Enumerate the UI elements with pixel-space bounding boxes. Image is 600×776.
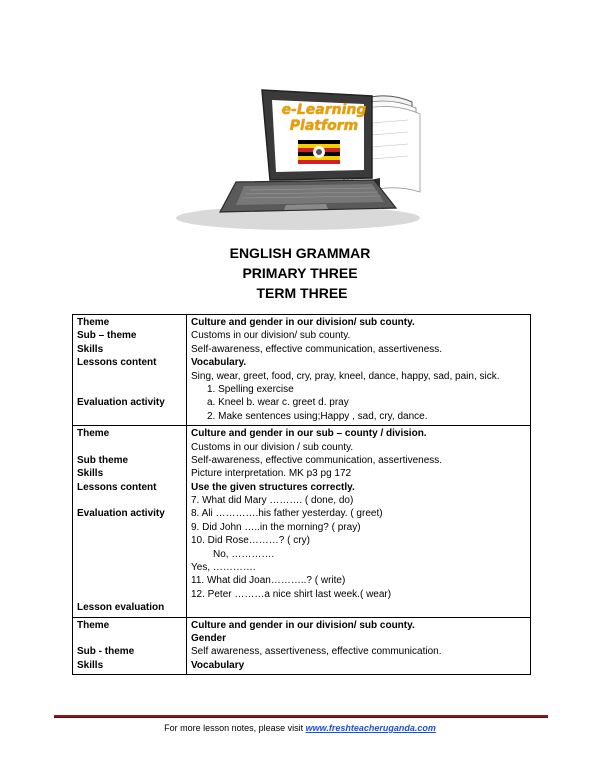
row-label xyxy=(77,441,182,454)
content-line: Gender xyxy=(191,632,227,644)
content-line: Vocabulary xyxy=(191,659,245,671)
content-line: No, …………. xyxy=(213,548,275,560)
lesson-plan-table xyxy=(72,314,531,675)
table-row xyxy=(73,426,531,617)
content-line: Use the given structures correctly. xyxy=(191,481,355,493)
row-label: Evaluation activity xyxy=(77,397,165,409)
content-line: Self-awareness, effective communication, assertiveness. xyxy=(191,454,443,466)
content-line: 7. What did Mary ………. ( done, do) xyxy=(191,495,354,507)
content-line: Culture and gender in our sub – county / division. xyxy=(191,428,427,440)
footer-link[interactable]: www.freshteacheruganda.com xyxy=(305,723,436,733)
content-line: 8. Ali ………….his father yesterday. ( greet) xyxy=(191,508,383,520)
row-label xyxy=(77,534,182,547)
row-label xyxy=(77,548,182,561)
content-line: Customs in our division/ sub county. xyxy=(191,330,351,342)
content-line: 1. Spelling exercise xyxy=(207,383,294,395)
row-label: Evaluation activity xyxy=(77,508,165,520)
content-line: Sing, wear, greet, food, cry, pray, kneel, dance, happy, sad, pain, sick. xyxy=(191,370,500,382)
row-label xyxy=(77,588,182,601)
subject-title: ENGLISH GRAMMAR xyxy=(229,245,371,261)
footer-divider xyxy=(54,715,548,718)
row-labels xyxy=(73,315,187,426)
content-line: a. Kneel b. wear c. greet d. pray xyxy=(207,397,349,409)
content-line: 11. What did Joan………..? ( write) xyxy=(191,575,346,587)
row-content xyxy=(187,315,531,426)
row-label xyxy=(77,410,182,423)
row-label: Lessons content xyxy=(77,481,157,493)
content-line: Culture and gender in our division/ sub county. xyxy=(191,619,415,631)
e-learning-platform-logo xyxy=(176,84,436,234)
content-line: 2. Make sentences using;Happy , sad, cry, dance. xyxy=(207,410,428,422)
content-line: Vocabulary. xyxy=(191,357,247,369)
row-label: Lessons content xyxy=(77,357,157,369)
row-label: Theme xyxy=(77,619,110,631)
row-label xyxy=(77,383,182,396)
content-line xyxy=(191,601,526,614)
row-label: Skills xyxy=(77,659,104,671)
document-titles xyxy=(0,243,600,303)
content-line: Self-awareness, effective communication, assertiveness. xyxy=(191,343,443,355)
logo-text xyxy=(278,102,370,134)
content-line: Yes, …………. xyxy=(191,562,256,574)
content-line: 9. Did John …..in the morning? ( pray) xyxy=(191,521,361,533)
table-row xyxy=(73,617,531,675)
row-label xyxy=(77,370,182,383)
row-label xyxy=(77,521,182,534)
footer xyxy=(0,723,600,733)
row-label: Sub - theme xyxy=(77,646,135,658)
row-label: Skills xyxy=(77,343,104,355)
row-label xyxy=(77,494,182,507)
uganda-flag-icon xyxy=(298,140,340,164)
content-line: Culture and gender in our division/ sub county. xyxy=(191,317,415,328)
logo-line-2: Platform xyxy=(289,118,359,134)
row-content xyxy=(187,426,531,617)
class-title: PRIMARY THREE xyxy=(242,265,358,281)
row-label xyxy=(77,574,182,587)
row-label: Sub theme xyxy=(77,454,129,466)
content-line: 10. Did Rose………? ( cry) xyxy=(191,535,310,547)
row-label: Skills xyxy=(77,468,104,480)
content-line: Self awareness, assertiveness, effective communication. xyxy=(191,646,442,658)
content-line: Customs in our division / sub county. xyxy=(191,441,354,453)
row-label: Lesson evaluation xyxy=(77,602,165,614)
row-labels xyxy=(73,617,187,675)
content-line: Picture interpretation. MK p3 pg 172 xyxy=(191,468,352,480)
row-label xyxy=(77,632,182,645)
row-label: Theme xyxy=(77,428,110,440)
row-labels xyxy=(73,426,187,617)
row-label: Sub – theme xyxy=(77,330,137,342)
logo-line-1: e-Learning xyxy=(281,102,367,118)
row-label xyxy=(77,561,182,574)
content-line: 12. Peter ………a nice shirt last week.( wear) xyxy=(191,588,392,600)
row-content xyxy=(187,617,531,675)
row-label: Theme xyxy=(77,317,110,328)
term-title: TERM THREE xyxy=(256,285,348,301)
table-row xyxy=(73,315,531,426)
footer-text: For more lesson notes, please visit xyxy=(164,723,306,733)
